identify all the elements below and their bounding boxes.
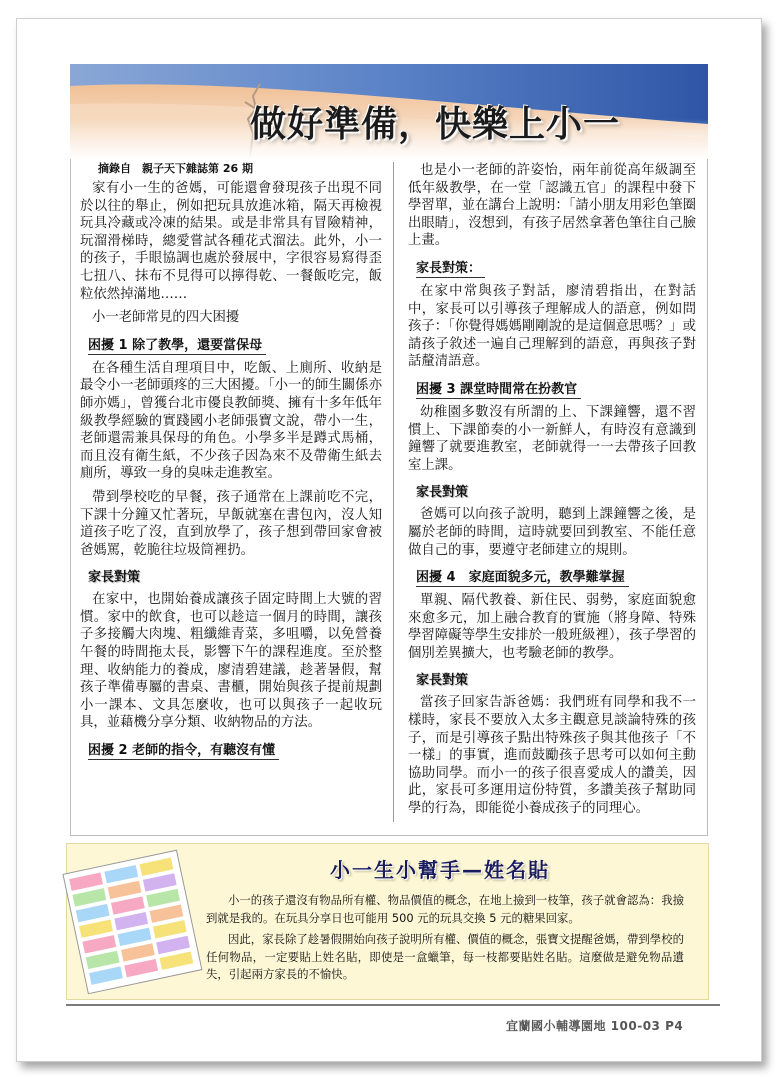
name-sticker-sheet-image [52,845,212,995]
parent-strategy-3-paragraph: 爸媽可以向孩子說明，聽到上課鐘響之後，是屬於老師的時間，這時就要回到教室、不能任意做自己的事，要遵守老師建立的規則。 [408,507,696,558]
source-citation: 摘錄自 親子天下雜誌第 26 期 [98,162,253,175]
trouble-4-paragraph: 單親、隔代教養、新住民、弱勢，家庭面貌愈來愈多元，加上融合教育的實施（將身障、特殊學習障礙等學生安排於一般班級裡），孩子學習的個別差異擴大，也考驗老師的教學。 [408,593,696,661]
parent-strategy-4-heading: 家長對策 [416,673,469,689]
sidebar-text [206,892,684,988]
parent-strategy-1-paragraph: 在家中，也開始養成讓孩子固定時間上大號的習慣。家中的飲食，也可以趁這一個月的時間，讓孩子多接觸大肉塊、粗纖維青菜，多咀嚼，以免營養午餐的時間拖太長，影響下午的課程進度。至於整理、收納能力的養成，廖清碧建議，趁著暑假，幫孩子準備專屬的書桌、書櫃，開始與孩子提前規劃小一課本、文具怎麼收，也可以與孩子一起收玩具，並藉機分享分類、收納物品的方法。 [80,592,382,731]
column-divider [393,162,394,822]
parent-strategy-2-heading: 家長對策： [416,260,485,278]
right-column [408,162,696,824]
parent-strategy-2-paragraph: 在家中常與孩子對話，廖清碧指出，在對話中，家長可以引導孩子理解成人的語意，例如問孩子：「你覺得媽媽剛剛說的是這個意思嗎？」或請孩子敘述一遍自己理解到的語意，再與孩子對話釐清語意。 [408,283,696,370]
page-footer: 宜蘭國小輔導園地 100-03 P4 [506,1019,684,1033]
trouble-2-paragraph: 也是小一老師的許姿怡，兩年前從高年級調至低年級教學，在一堂「認識五官」的課程中發下學習單，並在講台上說明：「請小朋友用彩色筆圈出眼睛」，沒想到，有孩子居然拿著色筆往自己臉上畫。 [408,163,696,249]
trouble-1-paragraph-1: 在各種生活自理項目中，吃飯、上廁所、收納是最令小一老師頭疼的三大困擾。「小一的師生關係亦師亦媽」，曾獲台北市優良教師獎、擁有十多年低年級教學經驗的實踐國小老師張寶文說，帶小一生，老師還需兼具保母的角色。小學多半是蹲式馬桶，而且沒有衛生紙，不少孩子因為來不及帶衛生紙去廁所，導致一身的臭味走進教室。 [80,360,382,482]
trouble-1-paragraph-2: 帶到學校吃的早餐，孩子通常在上課前吃不完，下課十分鐘又忙著玩，早飯就塞在書包內，沒人知道孩子吃了沒，直到放學了，孩子想到帶回家會被爸媽罵，乾脆往垃圾筒裡扔。 [80,489,382,558]
section-subtitle: 小一老師常見的四大困擾 [92,310,240,326]
footer-rule [66,1004,720,1006]
trouble-1-heading: 困擾 1 除了教學，還要當保母 [88,337,266,355]
trouble-3-paragraph: 幼稚園多數沒有所謂的上、下課鐘響，還不習慣上、下課節奏的小一新鮮人，有時沒有意識到鐘響了就要進教室，老師就得一一去帶孩子回教室上課。 [408,404,696,473]
sidebar-paragraph-1: 小一的孩子還沒有物品所有權、物品價值的概念，在地上撿到一枝筆，孩子就會認為：我撿到就是我的。在玩具分享日也可能用 500 元的玩具交換 5 元的糖果回家。 [206,893,684,925]
parent-strategy-1-heading: 家長對策 [88,570,141,586]
left-column [80,162,382,765]
parent-strategy-4-paragraph: 當孩子回家告訴爸媽：我們班有同學和我不一樣時，家長不要放入太多主觀意見談論特殊的孩子，而是引導孩子點出特殊孩子與其他孩子「不一樣」的事實，進而鼓勵孩子思考可以如何主動協助同學。而小一的孩子很喜愛成人的讚美，因此，家長可多運用這份特質，多讚美孩子幫助同學的行為，即能從小養成孩子的同理心。 [408,695,696,817]
trouble-4-heading: 困擾 4 家庭面貌多元，教學難掌握 [416,569,629,587]
page-title: 做好準備，快樂上小一 [250,104,621,145]
sidebar-paragraph-2: 因此，家長除了趁暑假開始向孩子說明所有權、價值的概念，張寶文提醒爸媽，帶到學校的任何物品，一定要貼上姓名貼，即使是一盒蠟筆，每一枝都要貼姓名貼。這麼做是避免物品遺失，引起兩方家長的不愉快。 [206,932,684,981]
sidebar-title: 小一生小幫手—姓名貼 [330,858,550,882]
trouble-3-heading: 困擾 3 課堂時間常在扮教官 [416,381,581,399]
intro-paragraph: 家有小一生的爸媽，可能還會發現孩子出現不同於以往的舉止，例如把玩具放進冰箱，隔天再檢視玩具冷藏或冷凍的結果。或是非常具有冒險精神，玩溜滑梯時，總愛嘗試各種花式溜法。此外，小一的孩子，手眼協調也處於發展中，字很容易寫得歪七扭八、抹布不見得可以擰得乾、一餐飯吃完，飯粒依然掉滿地…… [80,181,382,302]
parent-strategy-3-heading: 家長對策 [416,485,469,501]
trouble-2-heading: 困擾 2 老師的指令，有聽沒有懂 [88,742,279,760]
